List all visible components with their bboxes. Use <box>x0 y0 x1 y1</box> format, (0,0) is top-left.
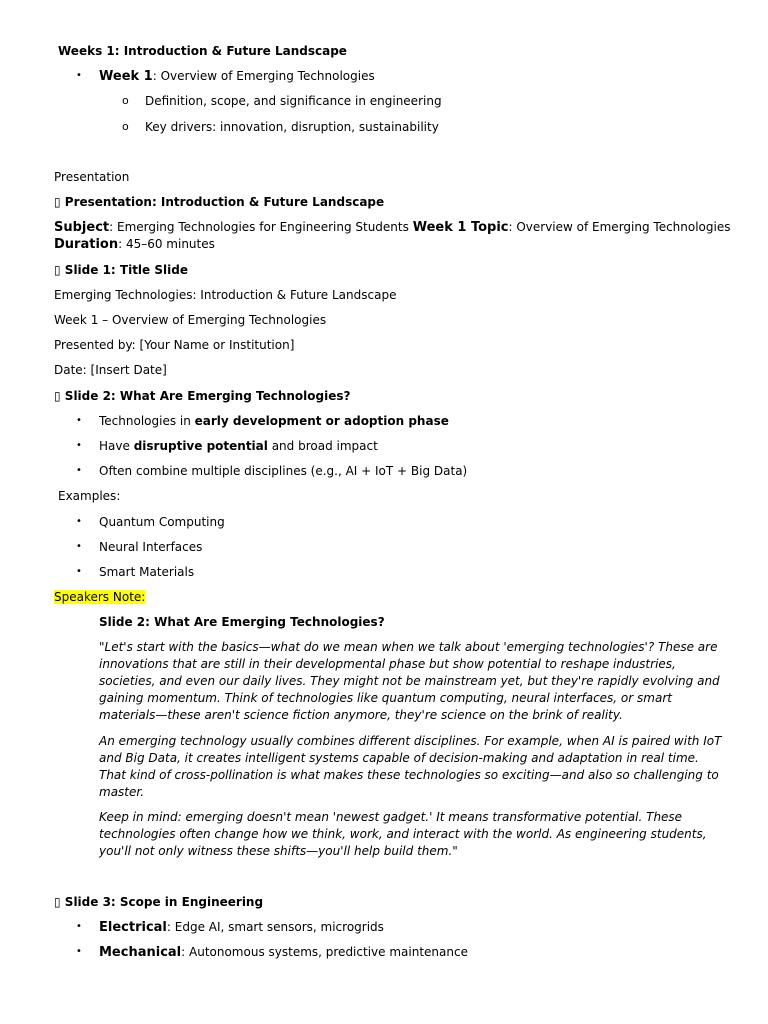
bullet-bold-text: disruptive potential <box>133 439 268 453</box>
speakers-note-label <box>54 589 145 605</box>
bullet-marker: • <box>76 465 82 476</box>
document-heading: Weeks 1: Introduction & Future Landscape <box>58 44 347 58</box>
duration-line <box>54 236 215 253</box>
slide2-bullet: Often combine multiple disciplines (e.g., AI + IoT + Big Data) <box>99 464 468 478</box>
presentation-label: Presentation <box>54 170 130 184</box>
highlighted-text: Speakers Note: <box>54 590 146 604</box>
bullet-marker: • <box>76 440 82 451</box>
bullet-marker: • <box>76 516 82 527</box>
slide3-title <box>54 894 263 910</box>
example-item: Neural Interfaces <box>99 540 203 554</box>
week1-subitem: Key drivers: innovation, disruption, sustainability <box>145 120 439 134</box>
duration-text: : 45–60 minutes <box>118 237 215 251</box>
week1-text: : Overview of Emerging Technologies <box>152 69 375 83</box>
slide1-line: Presented by: [Your Name or Institution] <box>54 338 295 352</box>
slide2-bullet <box>99 438 378 454</box>
bullet-text: : Edge AI, smart sensors, microgrids <box>166 920 384 934</box>
slide1-title-text: Slide 1: Title Slide <box>64 263 188 277</box>
slide3-bullet <box>99 919 384 936</box>
bullet-marker: • <box>76 70 82 81</box>
speakers-note-paragraph: Keep in mind: emerging doesn't mean 'newest gadget.' It means transformative potential. These technologies often change how we think, work, and interact with the world. As engineering students, you'll not only witness these shifts—you'll help build them." <box>99 810 707 858</box>
subject-text: : Emerging Technologies for Engineering Students <box>109 220 413 234</box>
bullet-text: Technologies in <box>99 414 195 428</box>
subject-line <box>54 219 730 236</box>
slide1-line: Emerging Technologies: Introduction & Future Landscape <box>54 288 397 302</box>
bullet-marker: • <box>76 415 82 426</box>
speakers-note-paragraph: An emerging technology usually combines different disciplines. For example, when AI is paired with IoT and Big Data, it creates intelligent systems capable of decision-making and adaptation in real time. That kind of cross-pollination is what makes these technologies so exciting—and also so challenging to master. <box>99 734 722 799</box>
week1-subitem: Definition, scope, and significance in engineering <box>145 94 442 108</box>
placeholder-glyph-icon: ▯ <box>54 195 61 209</box>
topic-text: : Overview of Emerging Technologies <box>508 220 731 234</box>
speakers-note-paragraph: "Let's start with the basics—what do we mean when we talk about 'emerging technologies'? These are innovations that are still in their developmental phase but show potential to reshape industries, societies, and even our daily lives. They might not be mainstream yet, but they're rapidly evolving and gaining momentum. Think of technologies like quantum computing, neural interfaces, or smart materials—these aren't science fiction anymore, they're science on the brink of reality. <box>99 640 720 722</box>
bullet-marker: • <box>76 946 82 957</box>
slide2-title-text: Slide 2: What Are Emerging Technologies? <box>64 389 351 403</box>
bullet-marker: • <box>76 921 82 932</box>
speakers-note-title: Slide 2: What Are Emerging Technologies? <box>99 615 385 629</box>
placeholder-glyph-icon: ▯ <box>54 263 61 277</box>
slide3-bullet <box>99 944 468 961</box>
bullet-text: : Autonomous systems, predictive maintenance <box>181 945 468 959</box>
placeholder-glyph-icon: ▯ <box>54 389 61 403</box>
sub-bullet-marker: o <box>122 94 129 107</box>
week1-label: Week 1 <box>99 69 153 84</box>
bullet-marker: • <box>76 566 82 577</box>
presentation-title <box>54 194 384 210</box>
examples-label: Examples: <box>58 489 121 503</box>
subject-label: Subject <box>54 220 110 235</box>
week1-item <box>99 68 375 85</box>
slide1-line: Date: [Insert Date] <box>54 363 167 377</box>
sub-bullet-marker: o <box>122 120 129 133</box>
bullet-text: and broad impact <box>267 439 378 453</box>
slide1-title <box>54 262 188 278</box>
presentation-title-text: Presentation: Introduction & Future Landscape <box>64 195 385 209</box>
placeholder-glyph-icon: ▯ <box>54 895 61 909</box>
slide1-line: Week 1 – Overview of Emerging Technologies <box>54 313 327 327</box>
duration-label: Duration <box>54 237 119 252</box>
slide2-title <box>54 388 350 404</box>
bullet-bold-text: Electrical <box>99 920 167 935</box>
topic-label: Week 1 Topic <box>412 220 509 235</box>
example-item: Smart Materials <box>99 565 195 579</box>
bullet-marker: • <box>76 541 82 552</box>
bullet-bold-text: early development or adoption phase <box>194 414 449 428</box>
slide2-bullet <box>99 413 449 429</box>
bullet-bold-text: Mechanical <box>99 945 182 960</box>
bullet-text: Have <box>99 439 134 453</box>
example-item: Quantum Computing <box>99 515 225 529</box>
slide3-title-text: Slide 3: Scope in Engineering <box>64 895 264 909</box>
